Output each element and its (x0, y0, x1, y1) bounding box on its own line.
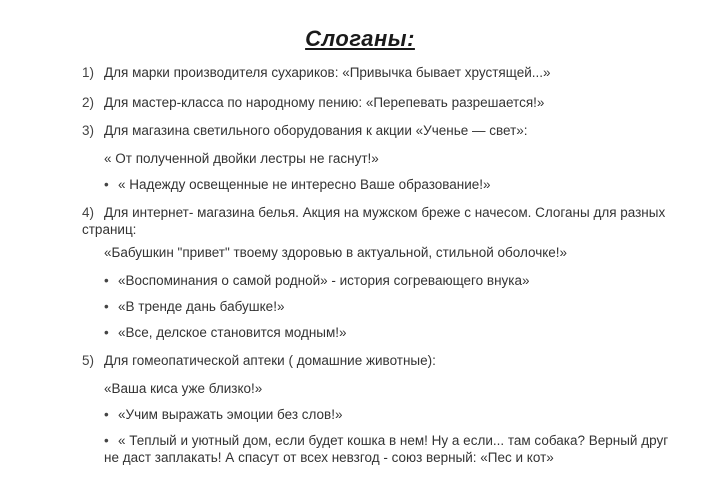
item-number: 1) (82, 65, 95, 80)
list-item (82, 204, 672, 238)
bullet: • (104, 407, 109, 422)
bullet: • (104, 299, 109, 314)
item-text: Для магазина светильного оборудования к акции «Ученье — свет»: (104, 123, 528, 138)
bullet: • (104, 177, 109, 192)
list-item (82, 122, 528, 139)
sub-item-text: «В тренде дань бабушке!» (118, 299, 285, 314)
sub-item-text: «Учим выражать эмоции без слов!» (118, 407, 343, 422)
sub-item-text: «Все, делское становится модным!» (118, 325, 347, 340)
sub-item-text: « Надежду освещенные не интересно Ваше образование!» (118, 177, 491, 192)
sub-list-item (104, 272, 530, 289)
page-title: Слоганы: (305, 26, 415, 51)
sub-list-item (104, 432, 684, 466)
sub-list-item (104, 406, 342, 423)
item-text: Для интернет- магазина белья. Акция на мужском бреже с начесом. Слоганы для разных страниц: (82, 205, 666, 237)
sub-list-item (104, 324, 347, 341)
bullet: • (104, 325, 109, 340)
list-item (82, 94, 544, 111)
sub-item-text: « Теплый и уютный дом, если будет кошка в нем! Ну а если... там собака? Верный друг не даст заплакать! А спасут от всех невзгод - союз верный: «Пес и кот» (104, 433, 669, 465)
item-number: 4) (82, 205, 95, 220)
list-item-intro (104, 380, 262, 397)
sub-list-item (104, 176, 491, 193)
bullet: • (104, 433, 109, 448)
sub-list-item (104, 298, 284, 315)
intro-text: «Ваша киса уже близко!» (104, 381, 263, 396)
item-number: 2) (82, 95, 95, 110)
list-item (82, 352, 436, 369)
item-number: 5) (82, 353, 95, 368)
list-item (82, 64, 551, 81)
sub-item-text: «Воспоминания о самой родной» - история согревающего внука» (118, 273, 530, 288)
bullet: • (104, 273, 109, 288)
item-text: Для марки производителя сухариков: «Привычка бывает хрустящей...» (104, 65, 551, 80)
list-item-intro (104, 244, 567, 261)
sub-item-text: « От полученной двойки лестры не гаснут!» (104, 151, 379, 166)
sub-list-item (104, 150, 379, 167)
intro-text: «Бабушкин "привет" твоему здоровью в актуальной, стильной оболочке!» (104, 245, 568, 260)
item-text: Для мастер-класса по народному пению: «Перепевать разрешается!» (104, 95, 545, 110)
item-text: Для гомеопатической аптеки ( домашние животные): (104, 353, 436, 368)
item-number: 3) (82, 123, 95, 138)
